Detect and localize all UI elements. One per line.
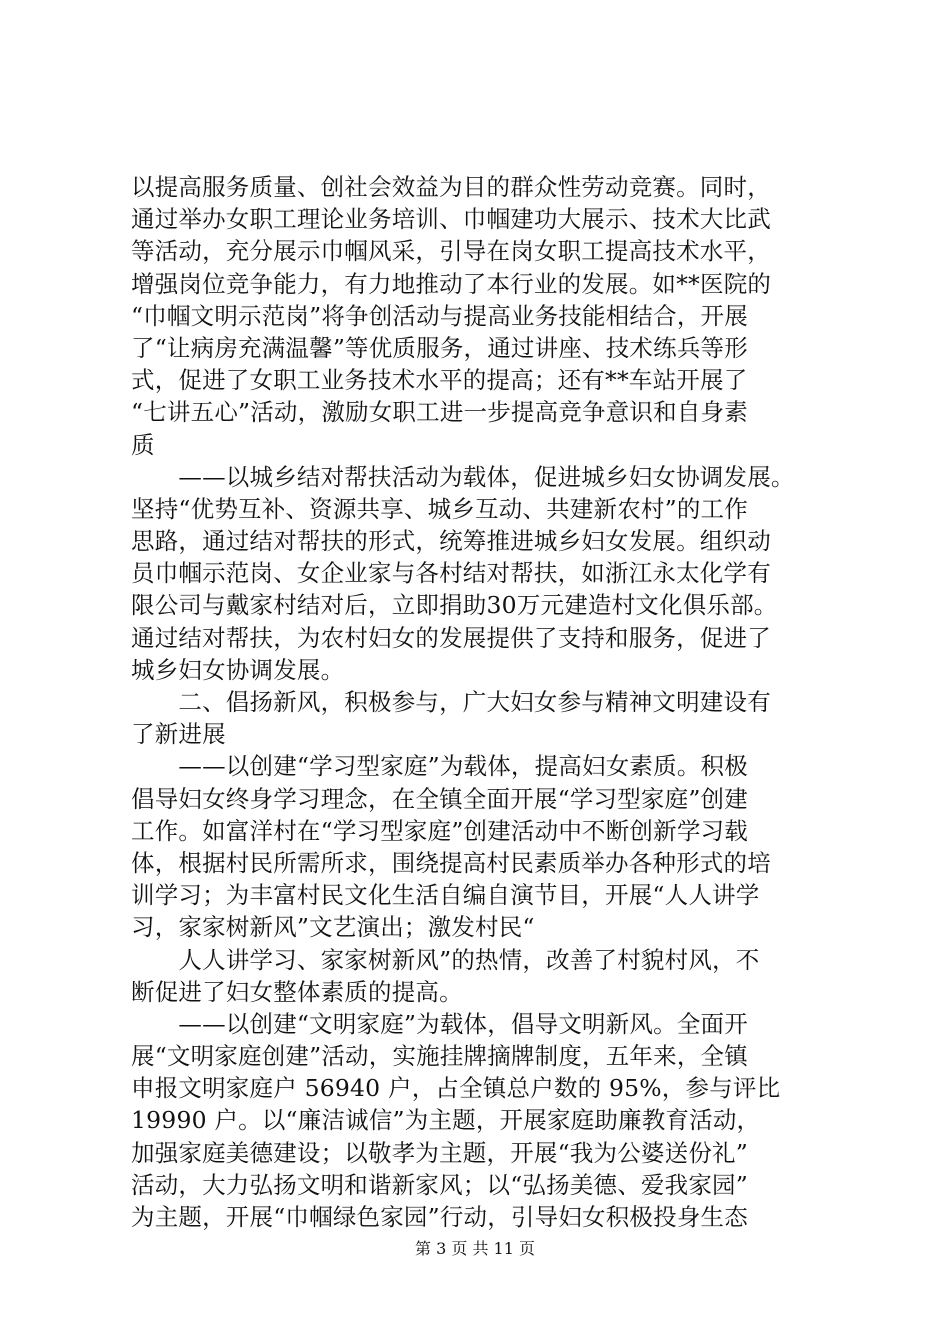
text-line: 坚持“优势互补、资源共享、城乡互动、共建新农村”的工作	[131, 494, 748, 523]
text-line: 19990 户。以“廉洁诚信”为主题，开展家庭助廉教育活动，	[131, 1106, 761, 1135]
text-line: 质	[131, 430, 155, 459]
text-line: 体，根据村民所需所求，围绕提高村民素质举办各种形式的培	[131, 848, 771, 877]
text-line: ——以创建“学习型家庭”为载体，提高妇女素质。积极	[131, 752, 748, 781]
text-line: 思路，通过结对帮扶的形式，统筹推进城乡妇女发展。组织动	[131, 527, 771, 556]
text-line: 通过举办女职工理论业务培训、巾帼建功大展示、技术大比武	[131, 205, 771, 234]
section-heading: 二、倡扬新风，积极参与，广大妇女参与精神文明建设有	[131, 688, 771, 716]
text-line: 断促进了妇女整体素质的提高。	[131, 977, 463, 1006]
text-line: 为主题，开展“巾帼绿色家园”行动，引导妇女积极投身生态	[131, 1203, 748, 1231]
text-line: 人人讲学习、家家树新风”的热情，改善了村貌村风，不	[131, 945, 760, 974]
text-line: ——以创建“文明家庭”为载体，倡导文明新风。全面开	[131, 1009, 748, 1038]
text-line: 倡导妇女终身学习理念，在全镇全面开展“学习型家庭”创建	[131, 784, 748, 813]
text-line: 增强岗位竞争能力，有力地推动了本行业的发展。如**医院的	[131, 269, 772, 298]
text-line: 展“文明家庭创建”活动，实施挂牌摘牌制度，五年来，全镇	[131, 1042, 748, 1071]
text-line: 以提高服务质量、创社会效益为目的群众性劳动竞赛。同时，	[131, 173, 771, 201]
text-line: “七讲五心”活动，激励女职工进一步提高竞争意识和自身素	[131, 398, 748, 427]
document-body	[131, 171, 831, 1233]
text-line: “巾帼文明示范岗”将争创活动与提高业务技能相结合，开展	[131, 301, 748, 330]
text-line: 员巾帼示范岗、女企业家与各村结对帮扶，如浙江永太化学有	[131, 559, 771, 588]
text-line: 限公司与戴家村结对后，立即捐助30万元建造村文化俱乐部。	[131, 591, 778, 620]
text-line: 等活动，充分展示巾帼风采，引导在岗女职工提高技术水平，	[131, 237, 771, 266]
text-line: 活动，大力弘扬文明和谐新家风；以“弘扬美德、爱我家园”	[131, 1170, 748, 1199]
text-line: 习，家家树新风”文艺演出；激发村民“	[131, 913, 535, 942]
text-line: ——以城乡结对帮扶活动为载体，促进城乡妇女协调发展。	[131, 462, 795, 491]
text-line: 加强家庭美德建设；以敬孝为主题，开展“我为公婆送份礼”	[131, 1138, 748, 1167]
text-line: 式，促进了女职工业务技术水平的提高；还有**车站开展了	[131, 366, 748, 395]
page-number-footer: 第 3 页 共 11 页	[415, 1239, 535, 1258]
section-heading: 了新进展	[131, 720, 226, 749]
text-line: 工作。如富洋村在“学习型家庭”创建活动中不断创新学习载	[131, 816, 748, 845]
text-line: 城乡妇女协调发展。	[131, 655, 345, 684]
text-line: 申报文明家庭户 56940 户，占全镇总户数的 95%，参与评比	[131, 1074, 781, 1103]
text-line: 训学习；为丰富村民文化生活自编自演节目，开展“人人讲学	[131, 881, 760, 910]
text-line: 了“让病房充满温馨”等优质服务，通过讲座、技术练兵等形	[131, 333, 748, 362]
text-line: 通过结对帮扶，为农村妇女的发展提供了支持和服务，促进了	[131, 623, 771, 652]
